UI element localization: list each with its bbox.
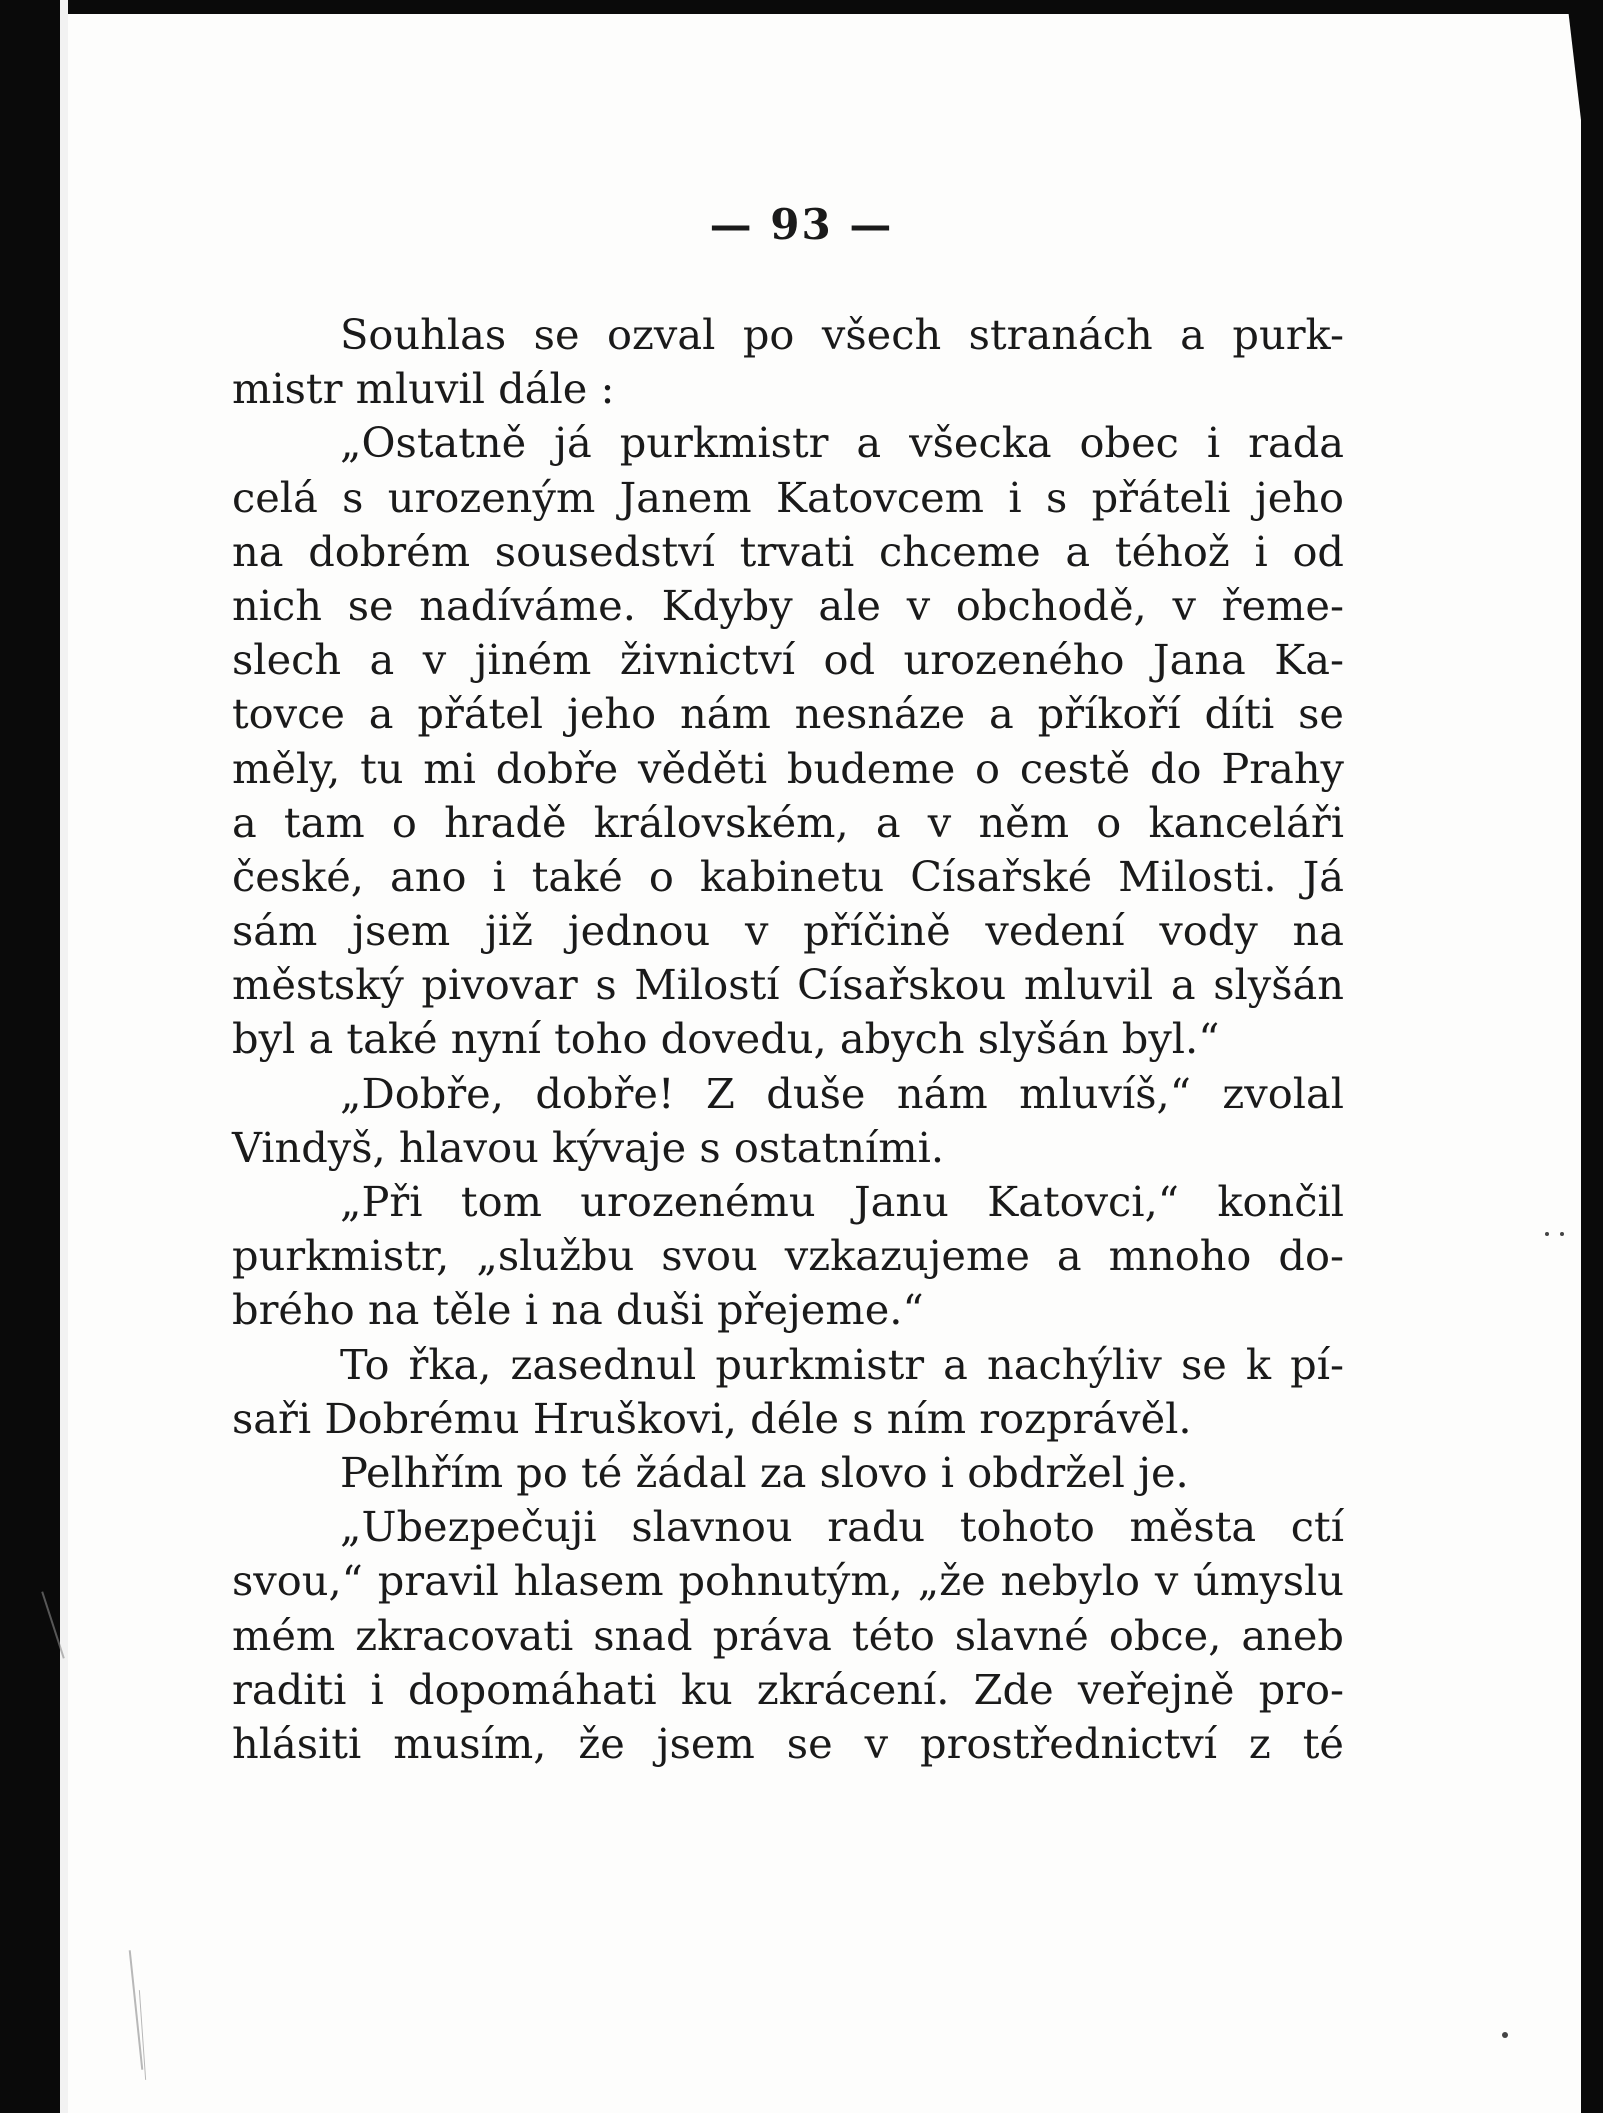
scan-border-left-edge <box>60 0 68 2113</box>
text-line: byl a také nyní toho dovedu, abych slyšán byl.“ <box>232 1014 1220 1064</box>
text-line: purkmistr, „službu svou vzkazujeme a mnoho do- <box>232 1231 1344 1281</box>
text-line: na dobrém sousedství trvati chceme a téhož i od <box>232 526 1344 576</box>
text-line: slech a v jiném živnictví od urozeného Jana Ka- <box>232 635 1344 685</box>
scan-speck <box>1502 2032 1508 2038</box>
text-line: saři Dobrému Hruškovi, déle s ním rozprávěl. <box>232 1393 1192 1443</box>
scan-border-top <box>0 0 1603 14</box>
text-line: To řka, zasednul purkmistr a nachýliv se k pí- <box>340 1339 1344 1389</box>
text-line: Souhlas se ozval po všech stranách a purk- <box>340 310 1344 359</box>
text-line: celá s urozeným Janem Katovcem i s přáteli jeho <box>232 472 1344 522</box>
scan-speck <box>1560 1232 1564 1236</box>
body-text <box>232 308 1344 1771</box>
scan-border-right-wedge <box>1567 0 1581 120</box>
text-line: raditi i dopomáhati ku zkrácení. Zde veřejně pro- <box>232 1664 1344 1714</box>
text-line: nich se nadíváme. Kdyby ale v obchodě, v řeme- <box>232 580 1344 630</box>
text-line: a tam o hradě královském, a v něm o kanceláři <box>232 797 1344 847</box>
text-line: měly, tu mi dobře věděti budeme o cestě do Prahy <box>232 743 1344 793</box>
text-line: „Dobře, dobře! Z duše nám mluvíš,“ zvolal <box>340 1068 1344 1118</box>
text-line: Vindyš, hlavou kývaje s ostatními. <box>232 1122 945 1172</box>
text-line: „Při tom urozenému Janu Katovci,“ končil <box>340 1177 1344 1226</box>
text-line: svou,“ pravil hlasem pohnutým, „že nebylo v úmyslu <box>232 1556 1344 1606</box>
text-line: městský pivovar s Milostí Císařskou mluvil a slyšán <box>232 960 1344 1010</box>
text-line: „Ostatně já purkmistr a všecka obec i rada <box>340 418 1344 468</box>
text-line: Pelhřím po té žádal za slovo i obdržel je. <box>340 1447 1189 1497</box>
text-line: „Ubezpečuji slavnou radu tohoto města ctí <box>340 1502 1344 1552</box>
text-line: sám jsem již jednou v příčině vedení vody na <box>232 906 1344 956</box>
scan-speck <box>1545 1232 1549 1236</box>
scan-border-right <box>1581 0 1603 2113</box>
page-number: — 93 — <box>709 200 894 249</box>
text-line: hlásiti musím, že jsem se v prostřednictví z té <box>232 1718 1344 1768</box>
text-line: mém zkracovati snad práva této slavné obce, aneb <box>232 1610 1344 1660</box>
text-line: české, ano i také o kabinetu Císařské Milosti. Já <box>232 851 1344 901</box>
text-line: brého na těle i na duši přejeme.“ <box>232 1285 924 1335</box>
text-line: mistr mluvil dále : <box>232 364 615 414</box>
text-line: tovce a přátel jeho nám nesnáze a příkoří díti se <box>232 689 1344 739</box>
scan-border-left <box>0 0 60 2113</box>
